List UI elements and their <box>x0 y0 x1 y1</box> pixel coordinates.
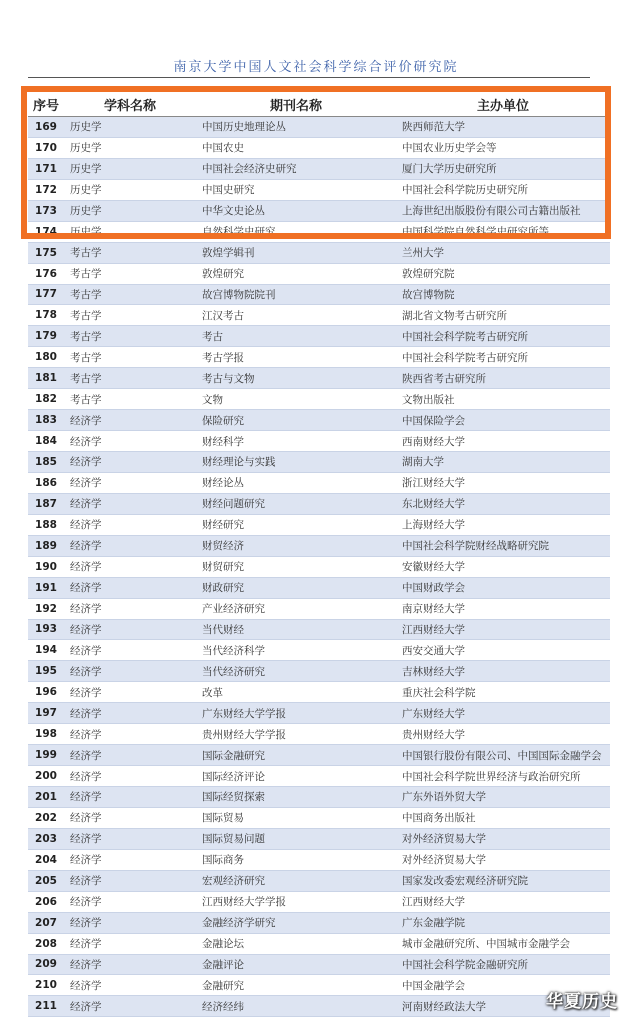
header-discipline: 学科名称 <box>64 92 196 117</box>
cell-discipline: 历史学 <box>64 137 196 158</box>
cell-discipline: 经济学 <box>64 514 196 535</box>
cell-serial-no: 204 <box>28 849 64 870</box>
cell-sponsor: 中国社会科学院考古研究所 <box>396 326 610 347</box>
cell-discipline: 经济学 <box>64 849 196 870</box>
table-row <box>28 431 610 452</box>
cell-sponsor: 故宫博物院 <box>396 284 610 305</box>
cell-serial-no: 185 <box>28 452 64 473</box>
cell-serial-no: 206 <box>28 891 64 912</box>
table-row <box>28 493 610 514</box>
table-row <box>28 661 610 682</box>
cell-serial-no: 207 <box>28 912 64 933</box>
cell-serial-no: 173 <box>28 200 64 221</box>
table-row <box>28 556 610 577</box>
table-row <box>28 891 610 912</box>
cell-sponsor: 江西财经大学 <box>396 619 610 640</box>
table-row <box>28 347 610 368</box>
cell-sponsor: 湖北省文物考古研究所 <box>396 305 610 326</box>
cell-serial-no: 171 <box>28 158 64 179</box>
cell-discipline: 经济学 <box>64 556 196 577</box>
cell-serial-no: 202 <box>28 807 64 828</box>
cell-serial-no: 194 <box>28 640 64 661</box>
cell-discipline: 经济学 <box>64 619 196 640</box>
cell-discipline: 考古学 <box>64 347 196 368</box>
table-row <box>28 389 610 410</box>
table-row <box>28 200 610 221</box>
cell-journal-name: 中国史研究 <box>196 179 396 200</box>
table-row <box>28 368 610 389</box>
cell-journal-name: 金融经济学研究 <box>196 912 396 933</box>
cell-journal-name: 财贸研究 <box>196 556 396 577</box>
cell-journal-name: 中国历史地理论丛 <box>196 117 396 138</box>
cell-discipline: 经济学 <box>64 724 196 745</box>
cell-serial-no: 190 <box>28 556 64 577</box>
cell-journal-name: 国际金融研究 <box>196 745 396 766</box>
cell-discipline: 历史学 <box>64 117 196 138</box>
cell-serial-no: 208 <box>28 933 64 954</box>
cell-journal-name: 财经研究 <box>196 514 396 535</box>
cell-journal-name: 产业经济研究 <box>196 598 396 619</box>
cell-journal-name: 贵州财经大学学报 <box>196 724 396 745</box>
cell-serial-no: 198 <box>28 724 64 745</box>
cell-sponsor: 上海财经大学 <box>396 514 610 535</box>
cell-sponsor: 对外经济贸易大学 <box>396 828 610 849</box>
cell-journal-name: 当代财经 <box>196 619 396 640</box>
cell-serial-no: 210 <box>28 975 64 996</box>
cell-journal-name: 自然科学史研究 <box>196 221 396 242</box>
table-body <box>28 117 610 1017</box>
cell-serial-no: 174 <box>28 221 64 242</box>
cell-journal-name: 改革 <box>196 682 396 703</box>
cell-journal-name: 国际商务 <box>196 849 396 870</box>
cell-sponsor: 中国社会科学院考古研究所 <box>396 347 610 368</box>
table-row <box>28 263 610 284</box>
cell-discipline: 经济学 <box>64 472 196 493</box>
cell-discipline: 经济学 <box>64 807 196 828</box>
cell-sponsor: 中国农业历史学会等 <box>396 137 610 158</box>
cell-serial-no: 176 <box>28 263 64 284</box>
cell-journal-name: 宏观经济研究 <box>196 870 396 891</box>
cell-serial-no: 175 <box>28 242 64 263</box>
cell-journal-name: 中国农史 <box>196 137 396 158</box>
cell-journal-name: 江西财经大学学报 <box>196 891 396 912</box>
cell-discipline: 经济学 <box>64 766 196 787</box>
table-row <box>28 640 610 661</box>
cell-journal-name: 保险研究 <box>196 410 396 431</box>
cell-sponsor: 江西财经大学 <box>396 891 610 912</box>
cell-sponsor: 西安交通大学 <box>396 640 610 661</box>
table-row <box>28 619 610 640</box>
cell-discipline: 考古学 <box>64 305 196 326</box>
cell-discipline: 考古学 <box>64 284 196 305</box>
cell-sponsor: 浙江财经大学 <box>396 472 610 493</box>
table-row <box>28 598 610 619</box>
cell-journal-name: 考古学报 <box>196 347 396 368</box>
cell-sponsor: 中国社会科学院金融研究所 <box>396 954 610 975</box>
cell-serial-no: 184 <box>28 431 64 452</box>
cell-discipline: 历史学 <box>64 158 196 179</box>
cell-sponsor: 南京财经大学 <box>396 598 610 619</box>
cell-serial-no: 170 <box>28 137 64 158</box>
cell-sponsor: 城市金融研究所、中国城市金融学会 <box>396 933 610 954</box>
cell-discipline: 考古学 <box>64 242 196 263</box>
table-row <box>28 158 610 179</box>
table-row <box>28 514 610 535</box>
journal-table <box>28 92 610 1017</box>
table-row <box>28 284 610 305</box>
cell-sponsor: 吉林财经大学 <box>396 661 610 682</box>
cell-serial-no: 211 <box>28 996 64 1017</box>
cell-discipline: 历史学 <box>64 200 196 221</box>
cell-discipline: 考古学 <box>64 368 196 389</box>
cell-journal-name: 敦煌学辑刊 <box>196 242 396 263</box>
cell-sponsor: 湖南大学 <box>396 452 610 473</box>
cell-journal-name: 财经论丛 <box>196 472 396 493</box>
cell-sponsor: 中国保险学会 <box>396 410 610 431</box>
header-serial-no: 序号 <box>28 92 64 117</box>
cell-discipline: 经济学 <box>64 891 196 912</box>
cell-journal-name: 经济经纬 <box>196 996 396 1017</box>
cell-discipline: 经济学 <box>64 870 196 891</box>
cell-serial-no: 178 <box>28 305 64 326</box>
cell-discipline: 经济学 <box>64 787 196 808</box>
cell-sponsor: 文物出版社 <box>396 389 610 410</box>
cell-sponsor: 中国金融学会 <box>396 975 610 996</box>
cell-discipline: 经济学 <box>64 996 196 1017</box>
cell-sponsor: 中国社会科学院历史研究所 <box>396 179 610 200</box>
cell-sponsor: 上海世纪出版股份有限公司古籍出版社 <box>396 200 610 221</box>
cell-sponsor: 敦煌研究院 <box>396 263 610 284</box>
cell-sponsor: 厦门大学历史研究所 <box>396 158 610 179</box>
cell-journal-name: 中华文史论丛 <box>196 200 396 221</box>
cell-serial-no: 186 <box>28 472 64 493</box>
table-row <box>28 849 610 870</box>
table-row <box>28 745 610 766</box>
cell-serial-no: 181 <box>28 368 64 389</box>
cell-sponsor: 河南财经政法大学 <box>396 996 610 1017</box>
table-row <box>28 766 610 787</box>
cell-sponsor: 西南财经大学 <box>396 431 610 452</box>
cell-journal-name: 中国社会经济史研究 <box>196 158 396 179</box>
cell-discipline: 经济学 <box>64 431 196 452</box>
cell-journal-name: 考古与文物 <box>196 368 396 389</box>
table-row <box>28 703 610 724</box>
cell-discipline: 考古学 <box>64 389 196 410</box>
cell-serial-no: 169 <box>28 117 64 138</box>
cell-serial-no: 187 <box>28 493 64 514</box>
cell-sponsor: 中国商务出版社 <box>396 807 610 828</box>
header-journal-name: 期刊名称 <box>196 92 396 117</box>
table-row <box>28 807 610 828</box>
cell-sponsor: 广东外语外贸大学 <box>396 787 610 808</box>
cell-sponsor: 中国银行股份有限公司、中国国际金融学会 <box>396 745 610 766</box>
table-row <box>28 828 610 849</box>
cell-journal-name: 国际贸易 <box>196 807 396 828</box>
cell-serial-no: 195 <box>28 661 64 682</box>
cell-discipline: 经济学 <box>64 661 196 682</box>
table-row <box>28 682 610 703</box>
cell-sponsor: 重庆社会科学院 <box>396 682 610 703</box>
cell-journal-name: 广东财经大学学报 <box>196 703 396 724</box>
table-row <box>28 137 610 158</box>
table-row <box>28 577 610 598</box>
cell-sponsor: 中国财政学会 <box>396 577 610 598</box>
cell-discipline: 考古学 <box>64 326 196 347</box>
cell-journal-name: 国际经贸探索 <box>196 787 396 808</box>
cell-discipline: 历史学 <box>64 179 196 200</box>
cell-discipline: 经济学 <box>64 933 196 954</box>
table-row <box>28 787 610 808</box>
cell-serial-no: 205 <box>28 870 64 891</box>
table-row <box>28 933 610 954</box>
cell-discipline: 经济学 <box>64 598 196 619</box>
cell-serial-no: 183 <box>28 410 64 431</box>
header-sponsor: 主办单位 <box>396 92 610 117</box>
cell-journal-name: 文物 <box>196 389 396 410</box>
table-row <box>28 472 610 493</box>
cell-discipline: 经济学 <box>64 745 196 766</box>
cell-serial-no: 199 <box>28 745 64 766</box>
cell-journal-name: 财经理论与实践 <box>196 452 396 473</box>
cell-journal-name: 国际经济评论 <box>196 766 396 787</box>
cell-serial-no: 209 <box>28 954 64 975</box>
cell-sponsor: 中国社会科学院世界经济与政治研究所 <box>396 766 610 787</box>
table-row <box>28 326 610 347</box>
cell-journal-name: 敦煌研究 <box>196 263 396 284</box>
cell-sponsor: 贵州财经大学 <box>396 724 610 745</box>
table-row <box>28 975 610 996</box>
table-row <box>28 221 610 242</box>
table-row <box>28 452 610 473</box>
cell-journal-name: 财经问题研究 <box>196 493 396 514</box>
table-row <box>28 242 610 263</box>
table-header-row <box>28 92 610 117</box>
table-row <box>28 870 610 891</box>
cell-sponsor: 对外经济贸易大学 <box>396 849 610 870</box>
cell-discipline: 经济学 <box>64 828 196 849</box>
cell-serial-no: 182 <box>28 389 64 410</box>
cell-serial-no: 193 <box>28 619 64 640</box>
cell-serial-no: 189 <box>28 535 64 556</box>
cell-sponsor: 国家发改委宏观经济研究院 <box>396 870 610 891</box>
cell-sponsor: 广东财经大学 <box>396 703 610 724</box>
cell-serial-no: 197 <box>28 703 64 724</box>
cell-discipline: 经济学 <box>64 410 196 431</box>
table-row <box>28 179 610 200</box>
cell-serial-no: 179 <box>28 326 64 347</box>
cell-sponsor: 中国科学院自然科学史研究所等 <box>396 221 610 242</box>
cell-discipline: 经济学 <box>64 954 196 975</box>
cell-discipline: 经济学 <box>64 452 196 473</box>
cell-serial-no: 196 <box>28 682 64 703</box>
cell-sponsor: 陕西师范大学 <box>396 117 610 138</box>
cell-serial-no: 188 <box>28 514 64 535</box>
cell-discipline: 经济学 <box>64 975 196 996</box>
table-row <box>28 410 610 431</box>
cell-journal-name: 财政研究 <box>196 577 396 598</box>
cell-sponsor: 东北财经大学 <box>396 493 610 514</box>
cell-journal-name: 金融论坛 <box>196 933 396 954</box>
cell-journal-name: 当代经济科学 <box>196 640 396 661</box>
table-row <box>28 535 610 556</box>
cell-serial-no: 172 <box>28 179 64 200</box>
table-row <box>28 996 610 1017</box>
cell-journal-name: 江汉考古 <box>196 305 396 326</box>
cell-discipline: 经济学 <box>64 493 196 514</box>
cell-serial-no: 200 <box>28 766 64 787</box>
cell-sponsor: 兰州大学 <box>396 242 610 263</box>
cell-journal-name: 金融研究 <box>196 975 396 996</box>
cell-discipline: 历史学 <box>64 221 196 242</box>
cell-discipline: 经济学 <box>64 640 196 661</box>
table-row <box>28 954 610 975</box>
cell-discipline: 经济学 <box>64 682 196 703</box>
cell-discipline: 经济学 <box>64 703 196 724</box>
cell-journal-name: 当代经济研究 <box>196 661 396 682</box>
table-row <box>28 724 610 745</box>
cell-journal-name: 考古 <box>196 326 396 347</box>
cell-sponsor: 陕西省考古研究所 <box>396 368 610 389</box>
cell-discipline: 考古学 <box>64 263 196 284</box>
title-rule <box>28 77 590 78</box>
cell-discipline: 经济学 <box>64 577 196 598</box>
cell-journal-name: 故宫博物院院刊 <box>196 284 396 305</box>
table-row <box>28 305 610 326</box>
cell-serial-no: 177 <box>28 284 64 305</box>
cell-sponsor: 广东金融学院 <box>396 912 610 933</box>
cell-discipline: 经济学 <box>64 535 196 556</box>
cell-journal-name: 财经科学 <box>196 431 396 452</box>
cell-sponsor: 中国社会科学院财经战略研究院 <box>396 535 610 556</box>
cell-journal-name: 财贸经济 <box>196 535 396 556</box>
table-row <box>28 117 610 138</box>
cell-serial-no: 201 <box>28 787 64 808</box>
cell-discipline: 经济学 <box>64 912 196 933</box>
watermark: 华夏历史 <box>546 992 618 1012</box>
cell-journal-name: 金融评论 <box>196 954 396 975</box>
cell-journal-name: 国际贸易问题 <box>196 828 396 849</box>
table-row <box>28 912 610 933</box>
cell-sponsor: 安徽财经大学 <box>396 556 610 577</box>
cell-serial-no: 203 <box>28 828 64 849</box>
cell-serial-no: 180 <box>28 347 64 368</box>
cell-serial-no: 192 <box>28 598 64 619</box>
cell-serial-no: 191 <box>28 577 64 598</box>
page-title: 南京大学中国人文社会科学综合评价研究院 <box>173 60 459 75</box>
